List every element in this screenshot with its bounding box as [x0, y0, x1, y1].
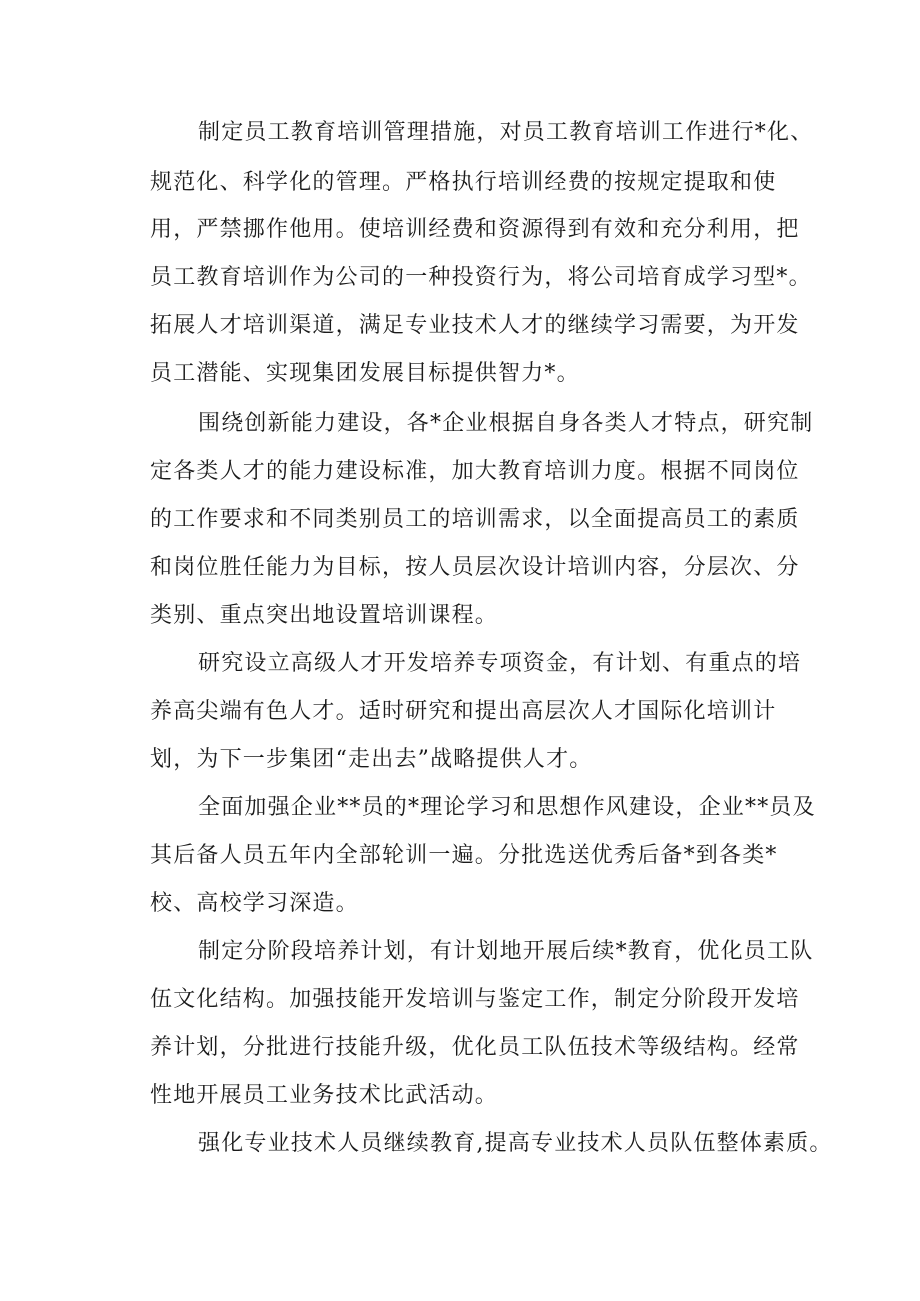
paragraph-5-line-4: 性地开展员工业务技术比武活动。	[150, 1083, 499, 1108]
paragraph-2-line-4: 和岗位胜任能力为目标，按人员层次设计培训内容，分层次、分	[150, 555, 800, 580]
paragraph-4-line-1: 全面加强企业**员的*理论学习和思想作风建设，企业**员及	[198, 795, 816, 820]
paragraph-3-line-2: 养高尖端有色人才。适时研究和提出高层次人才国际化培训计	[150, 699, 777, 724]
paragraph-2-line-2: 定各类人才的能力建设标准，加大教育培训力度。根据不同岗位	[150, 459, 800, 484]
paragraph-4-line-2: 其后备人员五年内全部轮训一遍。分批选送优秀后备*到各类*	[150, 843, 778, 868]
paragraph-3-line-1: 研究设立高级人才开发培养专项资金，有计划、有重点的培	[198, 651, 802, 676]
paragraph-5-line-1: 制定分阶段培养计划，有计划地开展后续*教育，优化员工队	[198, 939, 814, 964]
paragraph-1-line-5: 拓展人才培训渠道，满足专业技术人才的继续学习需要，为开发	[150, 313, 800, 338]
paragraph-1-line-1: 制定员工教育培训管理措施，对员工教育培训工作进行*化、	[198, 120, 814, 145]
paragraph-5-line-3: 养计划，分批进行技能升级，优化员工队伍技术等级结构。经常	[150, 1035, 800, 1060]
paragraph-5-line-2: 伍文化结构。加强技能开发培训与鉴定工作，制定分阶段开发培	[150, 987, 800, 1012]
paragraph-2-line-3: 的工作要求和不同类别员工的培训需求，以全面提高员工的素质	[150, 507, 800, 532]
paragraph-1-line-2: 规范化、科学化的管理。严格执行培训经费的按规定提取和使	[150, 170, 777, 195]
paragraph-4-line-3: 校、高校学习深造。	[150, 891, 359, 916]
paragraph-1-line-6: 员工潜能、实现集团发展目标提供智力*。	[150, 361, 580, 386]
paragraph-3-line-3: 划，为下一步集团“走出去”战略提供人才。	[150, 747, 593, 772]
paragraph-6-line-1: 强化专业技术人员继续教育,提高专业技术人员队伍整体素质。	[198, 1131, 833, 1156]
paragraph-2-line-5: 类别、重点突出地设置培训课程。	[150, 603, 499, 628]
paragraph-2-line-1: 围绕创新能力建设，各*企业根据自身各类人才特点，研究制	[198, 411, 814, 436]
paragraph-1-line-4: 员工教育培训作为公司的一种投资行为，将公司培育成学习型*。	[150, 265, 812, 290]
paragraph-1-line-3: 用，严禁挪作他用。使培训经费和资源得到有效和充分利用，把	[150, 217, 800, 242]
